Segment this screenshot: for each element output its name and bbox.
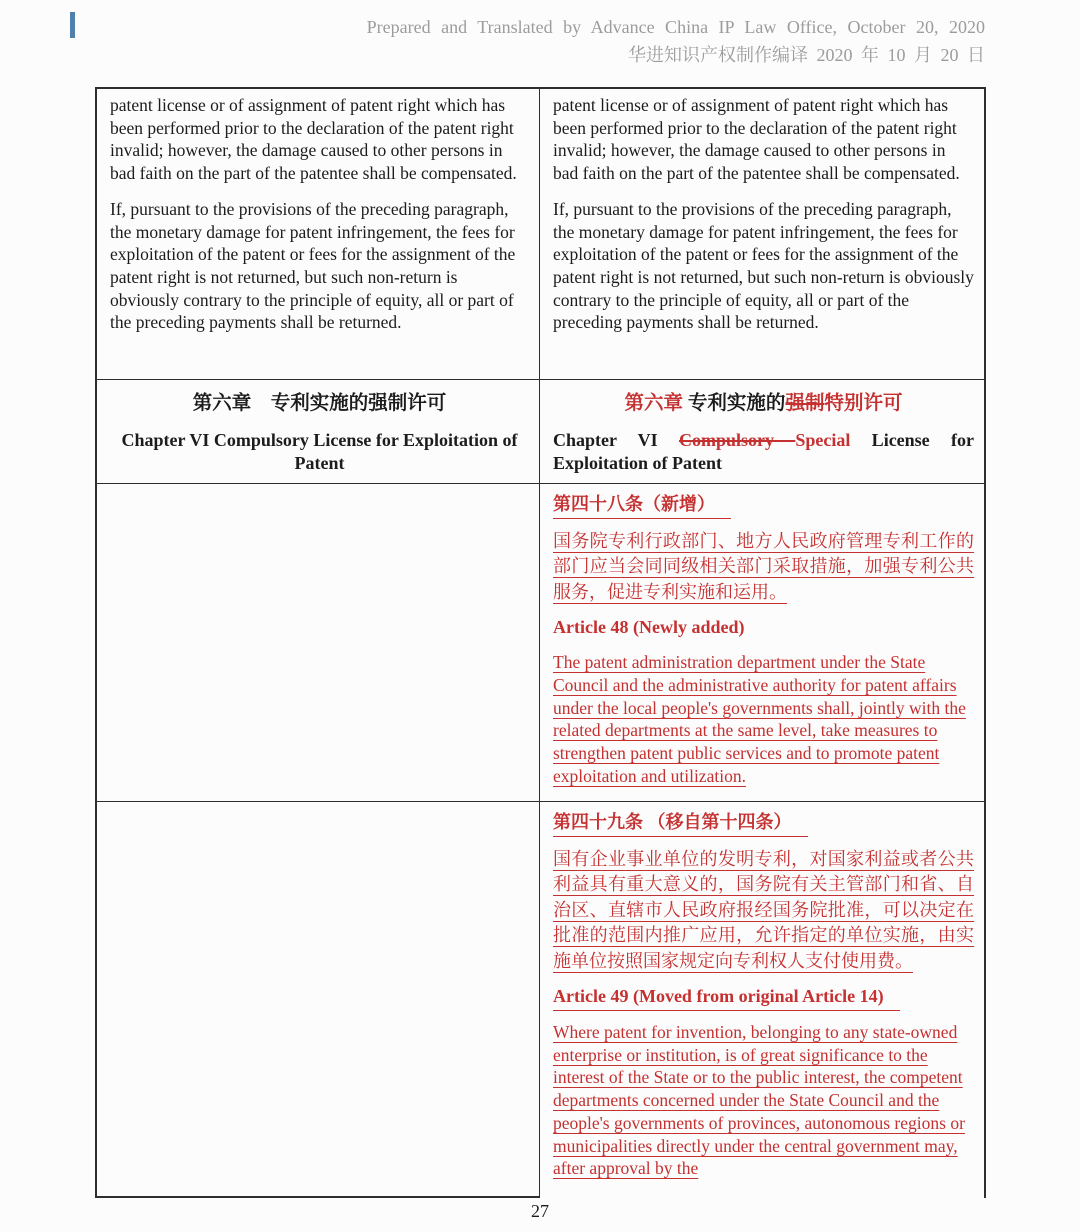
provision-paragraph: patent license or of assignment of patent right which has been performed prior to the declaration of the patent right invalid; however, the damage caused to other persons in bad faith on the part of the patentee shall be compensated. <box>553 95 960 184</box>
chapter-deleted-text-zh: 强制 <box>785 393 825 414</box>
chapter-kept-text-en: License for Exploitation of Patent <box>553 430 974 473</box>
header-line-chinese: 华进知识产权制作编译 2020 年 10 月 20 日 <box>628 45 985 65</box>
cell-article-48-amended <box>540 484 986 802</box>
article-48-body-en: The patent administration department under the State Council and the administrative authority for patent affairs under the local people's governments shall, jointly with the related departments at the same level, take measures to strengthen patent public services and to promote patent exploitation and utilization. <box>553 652 966 786</box>
chapter-title-zh-amended <box>553 391 974 417</box>
chapter-kept-text-en: Chapter VI <box>553 430 679 450</box>
cell-original-provision <box>97 89 540 380</box>
chapter-title-en: Chapter VI Compulsory License for Exploitation of Patent <box>121 430 518 473</box>
cell-article-49-amended <box>540 802 986 1198</box>
chapter-deleted-text-en: Compulsory <box>679 430 796 450</box>
article-49-body-en: Where patent for invention, belonging to any state-owned enterprise or institution, is of great significance to the interest of the State or to the public interest, the competent departments concerned under the State Council and the people's governments of provinces, autonomous regions or municipalities directly under the central government may, after approval by the <box>553 1022 965 1179</box>
provision-paragraph: patent license or of assignment of patent right which has been performed prior to the declaration of the patent right invalid; however, the damage caused to other persons in bad faith on the part of the patentee shall be compensated. <box>110 95 517 184</box>
provision-paragraph: If, pursuant to the provisions of the preceding paragraph, the monetary damage for patent infringement, the fees for exploitation of the patent or fees for the assignment of the patent right is not returned, but such non-return is obviously contrary to the principle of equity, all or part of the preceding payments shall be returned. <box>553 198 974 333</box>
chapter-inserted-text-en: Special <box>795 430 851 450</box>
cell-article-49-original-empty <box>97 802 540 1198</box>
chapter-inserted-text-zh: 特别许可 <box>824 393 903 414</box>
chapter-title-en-amended <box>553 429 974 474</box>
comparison-table <box>95 87 986 1198</box>
cell-amended-provision <box>540 89 986 380</box>
table-row-chapter-heading <box>97 380 986 484</box>
blue-accent-bar <box>70 12 75 38</box>
page-number: 27 <box>531 1201 549 1221</box>
cell-chapter-amended <box>540 380 986 484</box>
article-49-heading-en: Article 49 (Moved from original Article 14) <box>553 986 900 1011</box>
page-header <box>95 13 985 69</box>
header-line-english: Prepared and Translated by Advance China IP Law Office, October 20, 2020 <box>366 17 985 37</box>
article-48-heading-en: Article 48 (Newly added) <box>553 617 745 638</box>
cell-article-48-original-empty <box>97 484 540 802</box>
chapter-title-zh: 第六章 专利实施的强制许可 <box>192 393 447 414</box>
provision-paragraph: If, pursuant to the provisions of the preceding paragraph, the monetary damage for patent infringement, the fees for exploitation of the patent or fees for the assignment of the patent right is not returned, but such non-return is obviously contrary to the principle of equity, all or part of the preceding payments shall be returned. <box>110 198 516 333</box>
table-row-provision <box>97 89 986 380</box>
chapter-number-zh: 第六章 <box>624 393 688 414</box>
cell-chapter-original <box>97 380 540 484</box>
article-48-heading-zh: 第四十八条（新增） <box>553 494 731 519</box>
article-49-body-zh: 国有企业事业单位的发明专利，对国家利益或者公共利益具有重大意义的，国务院有关主管部门和省、自治区、直辖市人民政府报经国务院批准，可以决定在批准的范围内推广应用，允许指定的单位实施，由实施单位按照国家规定向专利权人支付使用费。 <box>553 849 974 971</box>
table-row-article-49 <box>97 802 986 1198</box>
table-row-article-48 <box>97 484 986 802</box>
chapter-kept-text-zh: 专利实施的 <box>687 393 786 414</box>
article-49-heading-zh: 第四十九条 （移自第十四条） <box>553 812 808 837</box>
article-48-body-zh: 国务院专利行政部门、地方人民政府管理专利工作的部门应当会同同级相关部门采取措施，加强专利公共服务，促进专利实施和运用。 <box>553 531 974 602</box>
